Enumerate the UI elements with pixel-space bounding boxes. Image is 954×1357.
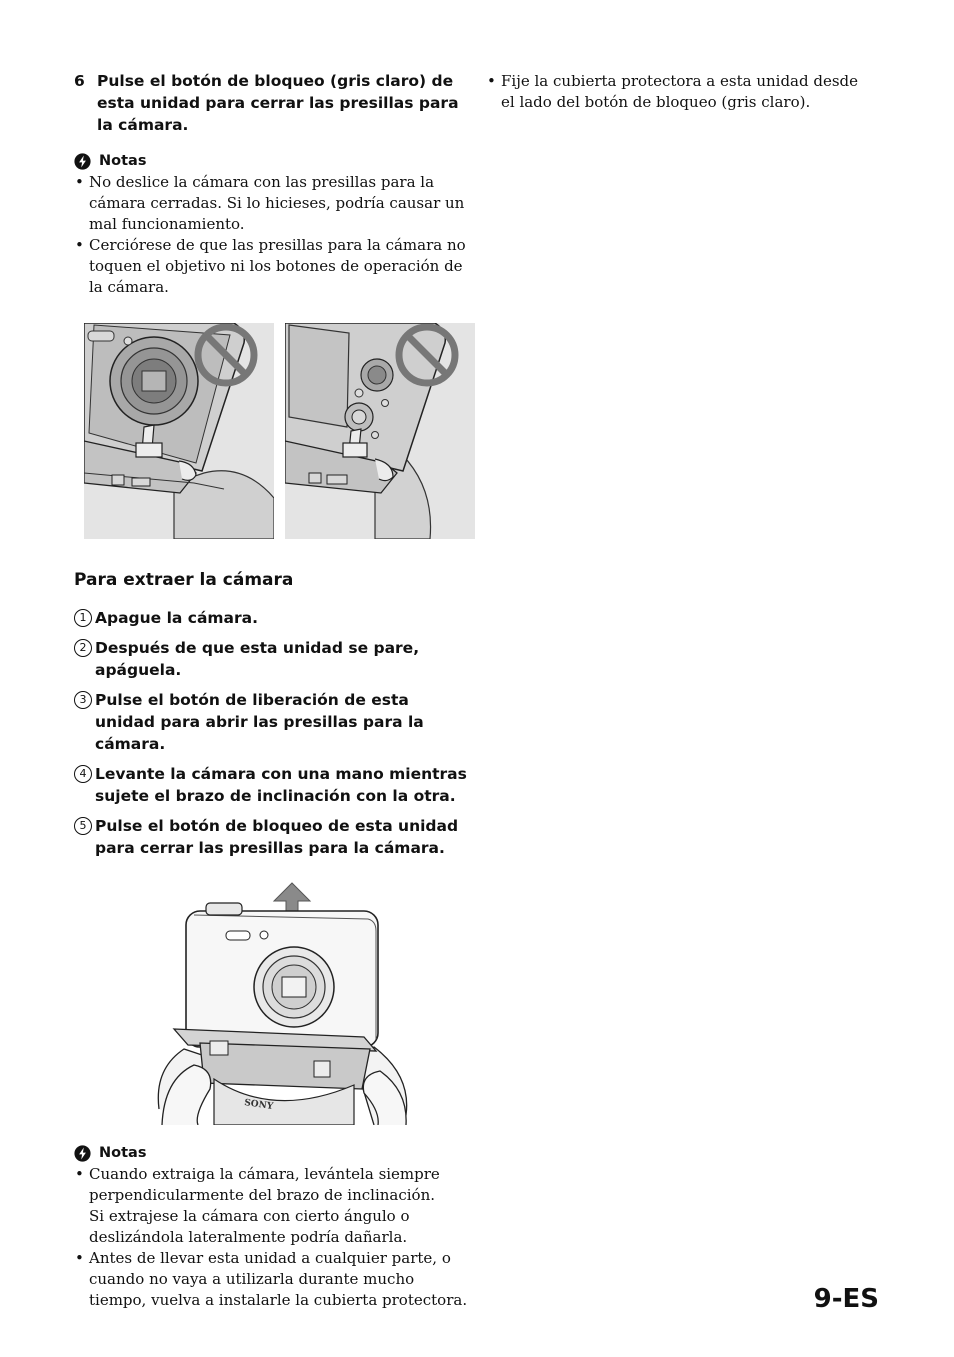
camera-front-clamp-illustration	[84, 323, 274, 539]
note-item: • Cerciórese de que las presillas para la cámara no toquen el objetivo ni los botones de operación de la cámara.	[74, 235, 468, 298]
step-number-badge: 1	[74, 609, 92, 627]
notes-heading-label: Notas	[99, 1145, 147, 1161]
notes-heading	[74, 151, 468, 171]
step-number-badge: 5	[74, 817, 92, 835]
notes-list	[74, 172, 468, 298]
bullet-item: • Fije la cubierta protectora a esta unidad desde el lado del botón de bloqueo (gris claro).	[486, 71, 866, 113]
step-text: Apague la cámara.	[95, 609, 259, 627]
page-number: 9-ES	[813, 1284, 879, 1314]
note-item: • No deslice la cámara con las presillas para la cámara cerradas. Si lo hicieses, podría causar un mal funcionamiento.	[74, 172, 468, 235]
step-text: Pulse el botón de liberación de esta unidad para abrir las presillas para la cámara.	[95, 691, 424, 753]
removal-step	[74, 815, 468, 859]
removal-step	[74, 637, 468, 681]
removal-step	[74, 607, 468, 629]
camera-back-clamp-illustration	[285, 323, 475, 539]
brand-logo: SONY	[243, 1098, 274, 1113]
removal-step	[74, 763, 468, 807]
removal-step	[74, 689, 468, 755]
right-column	[486, 70, 866, 113]
step-text: Pulse el botón de bloqueo de esta unidad para cerrar las presillas para la cámara.	[95, 817, 459, 857]
camera-removal-illustration	[154, 879, 414, 1125]
note-item	[74, 1164, 468, 1248]
removal-steps	[74, 607, 468, 859]
note-line: • Cuando extraiga la cámara, levántela siempre perpendicularmente del brazo de inclinación.	[89, 1165, 440, 1204]
step-number-badge: 4	[74, 765, 92, 783]
section-title: Para extraer la cámara	[74, 570, 294, 590]
note-line: Si extrajese la cámara con cierto ángulo o deslizándola lateralmente podría dañarla.	[89, 1207, 410, 1246]
step-text: Pulse el botón de bloqueo (gris claro) de esta unidad para cerrar las presillas para la cámara.	[97, 72, 459, 134]
note-line: • Antes de llevar esta unidad a cualquier parte, o cuando no vaya a utilizarla durante mucho tiempo, vuelva a instalarle la cubierta protectora.	[89, 1249, 468, 1309]
notes-list	[74, 1164, 468, 1311]
note-item	[74, 1248, 468, 1311]
left-column	[74, 70, 468, 1311]
step-number: 6	[74, 72, 85, 90]
step-6	[74, 70, 468, 136]
notes-heading	[74, 1143, 468, 1163]
step-number-badge: 2	[74, 639, 92, 657]
step-text: Después de que esta unidad se pare, apáguela.	[95, 639, 420, 679]
notes-heading-label: Notas	[99, 153, 147, 169]
caution-icon	[74, 1145, 91, 1162]
bullet-list	[486, 71, 866, 113]
caution-icon	[74, 153, 91, 170]
incorrect-usage-figures	[84, 323, 468, 539]
step-text: Levante la cámara con una mano mientras sujete el brazo de inclinación con la otra.	[95, 765, 467, 805]
step-number-badge: 3	[74, 691, 92, 709]
